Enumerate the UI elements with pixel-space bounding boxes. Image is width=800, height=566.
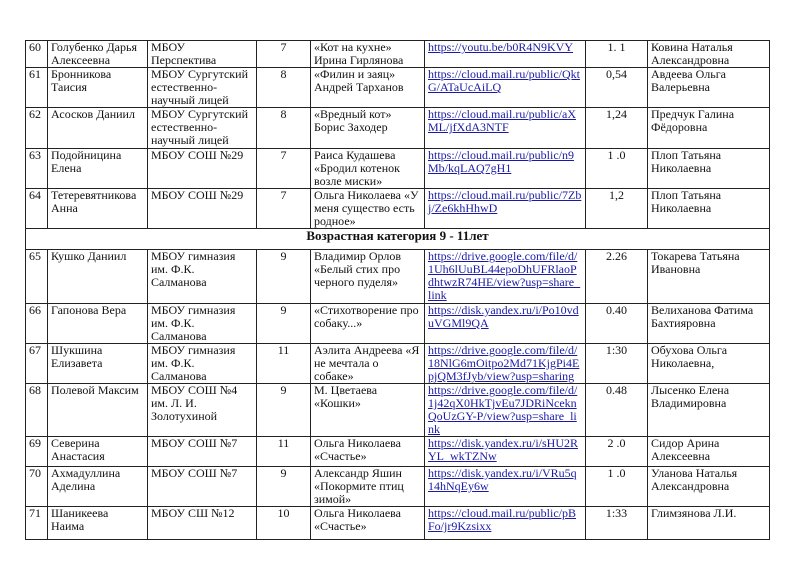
duration-cell: 1:33 <box>586 507 648 540</box>
participant-age-cell: 7 <box>257 189 311 229</box>
school-name-cell: МБОУ СОШ №29 <box>148 189 257 229</box>
participant-age-cell: 8 <box>257 108 311 149</box>
row-number-cell: 71 <box>26 507 48 540</box>
teacher-name-cell: Уланова Наталья Александровна <box>648 467 770 507</box>
duration-cell: 0.40 <box>586 304 648 344</box>
participant-age-cell: 9 <box>257 467 311 507</box>
participant-name-cell: Северина Анастасия <box>48 437 148 467</box>
duration-cell: 1:30 <box>586 344 648 384</box>
work-title-cell: Ольга Николаева «Счастье» <box>311 437 425 467</box>
video-link[interactable]: https://cloud.mail.ru/public/QktG/ATaUcAiLQ <box>428 67 580 94</box>
school-name-cell: МБОУ гимназия им. Ф.К. Салманова <box>148 250 257 304</box>
teacher-name-cell: Плоп Татьяна Николаевна <box>648 189 770 229</box>
duration-cell: 2 .0 <box>586 437 648 467</box>
duration-cell: 1,24 <box>586 108 648 149</box>
participant-name-cell: Шукшина Елизавета <box>48 344 148 384</box>
participant-name-cell: Бронникова Таисия <box>48 68 148 108</box>
school-name-cell: МБОУ СШ №12 <box>148 507 257 540</box>
participants-table <box>25 40 770 540</box>
video-link-cell <box>425 437 586 467</box>
row-number-cell: 69 <box>26 437 48 467</box>
video-link[interactable]: https://drive.google.com/file/d/1Uh6lUuBL44epoDhUFRlaoPdhtwzR74HE/view?usp=share_link <box>428 249 581 302</box>
video-link-cell <box>425 189 586 229</box>
section-header-row <box>26 229 770 250</box>
participant-name-cell: Шаникеева Наима <box>48 507 148 540</box>
row-number-cell: 61 <box>26 68 48 108</box>
school-name-cell: МБОУ Перспектива <box>148 41 257 68</box>
teacher-name-cell: Авдеева Ольга Валерьевна <box>648 68 770 108</box>
work-title-cell: Аэлита Андреева «Я не мечтала о собаке» <box>311 344 425 384</box>
video-link-cell <box>425 384 586 437</box>
school-name-cell: МБОУ СОШ №7 <box>148 467 257 507</box>
video-link[interactable]: https://cloud.mail.ru/public/7Zbj/Ze6khHhwD <box>428 188 582 215</box>
video-link[interactable]: https://cloud.mail.ru/public/aXML/jfXdA3NTF <box>428 107 576 134</box>
table-row <box>26 467 770 507</box>
row-number-cell: 64 <box>26 189 48 229</box>
participant-name-cell: Голубенко Дарья Алексеевна <box>48 41 148 68</box>
video-link-cell <box>425 41 586 68</box>
participant-name-cell: Кушко Даниил <box>48 250 148 304</box>
work-title-cell: Ольга Николаева «У меня существо есть родное» <box>311 189 425 229</box>
work-title-cell: Владимир Орлов «Белый стих про черного пуделя» <box>311 250 425 304</box>
video-link-cell <box>425 304 586 344</box>
row-number-cell: 62 <box>26 108 48 149</box>
teacher-name-cell: Лысенко Елена Владимировна <box>648 384 770 437</box>
row-number-cell: 70 <box>26 467 48 507</box>
school-name-cell: МБОУ Сургутский естественно-научный лицей <box>148 108 257 149</box>
work-title-cell: «Стихотворение про собаку...» <box>311 304 425 344</box>
video-link[interactable]: https://disk.yandex.ru/i/VRu5q14hNqEy6w <box>428 466 577 493</box>
teacher-name-cell: Глимзянова Л.И. <box>648 507 770 540</box>
video-link[interactable]: https://disk.yandex.ru/i/Po10vduVGMl9QA <box>428 303 579 330</box>
duration-cell: 0.48 <box>586 384 648 437</box>
participant-name-cell: Асосков Даниил <box>48 108 148 149</box>
video-link-cell <box>425 68 586 108</box>
participant-age-cell: 9 <box>257 304 311 344</box>
school-name-cell: МБОУ СОШ №7 <box>148 437 257 467</box>
participant-age-cell: 9 <box>257 384 311 437</box>
table-row <box>26 507 770 540</box>
work-title-cell: Раиса Кудашева «Бродил котенок возле миски» <box>311 149 425 189</box>
video-link[interactable]: https://cloud.mail.ru/public/pBFo/jr9Kzsixx <box>428 506 576 533</box>
work-title-cell: Александр Яшин «Покормите птиц зимой» <box>311 467 425 507</box>
teacher-name-cell: Ковина Наталья Александровна <box>648 41 770 68</box>
table-row <box>26 250 770 304</box>
table-row <box>26 149 770 189</box>
table-row <box>26 68 770 108</box>
video-link[interactable]: https://cloud.mail.ru/public/n9Mb/kqLAQ7gH1 <box>428 148 574 175</box>
participant-age-cell: 11 <box>257 437 311 467</box>
duration-cell: 0,54 <box>586 68 648 108</box>
section-title: Возрастная категория 9 - 11лет <box>26 229 770 250</box>
work-title-cell: «Вредный кот» Борис Заходер <box>311 108 425 149</box>
table-row <box>26 189 770 229</box>
school-name-cell: МБОУ гимназия им. Ф.К. Салманова <box>148 304 257 344</box>
video-link-cell <box>425 344 586 384</box>
work-title-cell: М. Цветаева «Кошки» <box>311 384 425 437</box>
teacher-name-cell: Сидор Арина Алексеевна <box>648 437 770 467</box>
teacher-name-cell: Предчук Галина Фёдоровна <box>648 108 770 149</box>
row-number-cell: 68 <box>26 384 48 437</box>
table-row <box>26 108 770 149</box>
participant-name-cell: Подойницина Елена <box>48 149 148 189</box>
teacher-name-cell: Обухова Ольга Николаевна, <box>648 344 770 384</box>
work-title-cell: «Кот на кухне» Ирина Гирлянова <box>311 41 425 68</box>
duration-cell: 1,2 <box>586 189 648 229</box>
participant-age-cell: 7 <box>257 41 311 68</box>
table-row <box>26 344 770 384</box>
school-name-cell: МБОУ СОШ №29 <box>148 149 257 189</box>
participant-age-cell: 9 <box>257 250 311 304</box>
row-number-cell: 65 <box>26 250 48 304</box>
table-row <box>26 437 770 467</box>
table-row <box>26 304 770 344</box>
video-link-cell <box>425 467 586 507</box>
participant-age-cell: 7 <box>257 149 311 189</box>
teacher-name-cell: Велиханова Фатима Бахтияровна <box>648 304 770 344</box>
row-number-cell: 63 <box>26 149 48 189</box>
teacher-name-cell: Токарева Татьяна Ивановна <box>648 250 770 304</box>
work-title-cell: «Филин и заяц» Андрей Тарханов <box>311 68 425 108</box>
table-row <box>26 41 770 68</box>
duration-cell: 1. 1 <box>586 41 648 68</box>
school-name-cell: МБОУ СОШ №4 им. Л. И. Золотухиной <box>148 384 257 437</box>
video-link-cell <box>425 108 586 149</box>
participant-name-cell: Гапонова Вера <box>48 304 148 344</box>
participant-name-cell: Тетеревятникова Анна <box>48 189 148 229</box>
participant-name-cell: Полевой Максим <box>48 384 148 437</box>
duration-cell: 1 .0 <box>586 467 648 507</box>
video-link[interactable]: https://disk.yandex.ru/i/sHU2RYL_wkTZNw <box>428 436 578 463</box>
video-link[interactable]: https://youtu.be/b0R4N9KVY <box>428 40 574 54</box>
table-row <box>26 384 770 437</box>
row-number-cell: 67 <box>26 344 48 384</box>
video-link[interactable]: https://drive.google.com/file/d/18NlG6mOitpo2Md71KjgPi4EpjQM3fJyb/view?usp=sharing <box>428 343 580 383</box>
row-number-cell: 60 <box>26 41 48 68</box>
participant-name-cell: Ахмадуллина Аделина <box>48 467 148 507</box>
video-link[interactable]: https://drive.google.com/file/d/1j42qX0HkTjvEu7JDRiNceknQoUzGY-P/view?usp=share_link <box>428 383 578 436</box>
duration-cell: 1 .0 <box>586 149 648 189</box>
school-name-cell: МБОУ гимназия им. Ф.К. Салманова <box>148 344 257 384</box>
participant-age-cell: 10 <box>257 507 311 540</box>
school-name-cell: МБОУ Сургутский естественно-научный лицей <box>148 68 257 108</box>
video-link-cell <box>425 507 586 540</box>
video-link-cell <box>425 149 586 189</box>
participant-age-cell: 11 <box>257 344 311 384</box>
work-title-cell: Ольга Николаева «Счастье» <box>311 507 425 540</box>
duration-cell: 2.26 <box>586 250 648 304</box>
teacher-name-cell: Плоп Татьяна Николаевна <box>648 149 770 189</box>
row-number-cell: 66 <box>26 304 48 344</box>
video-link-cell <box>425 250 586 304</box>
participant-age-cell: 8 <box>257 68 311 108</box>
